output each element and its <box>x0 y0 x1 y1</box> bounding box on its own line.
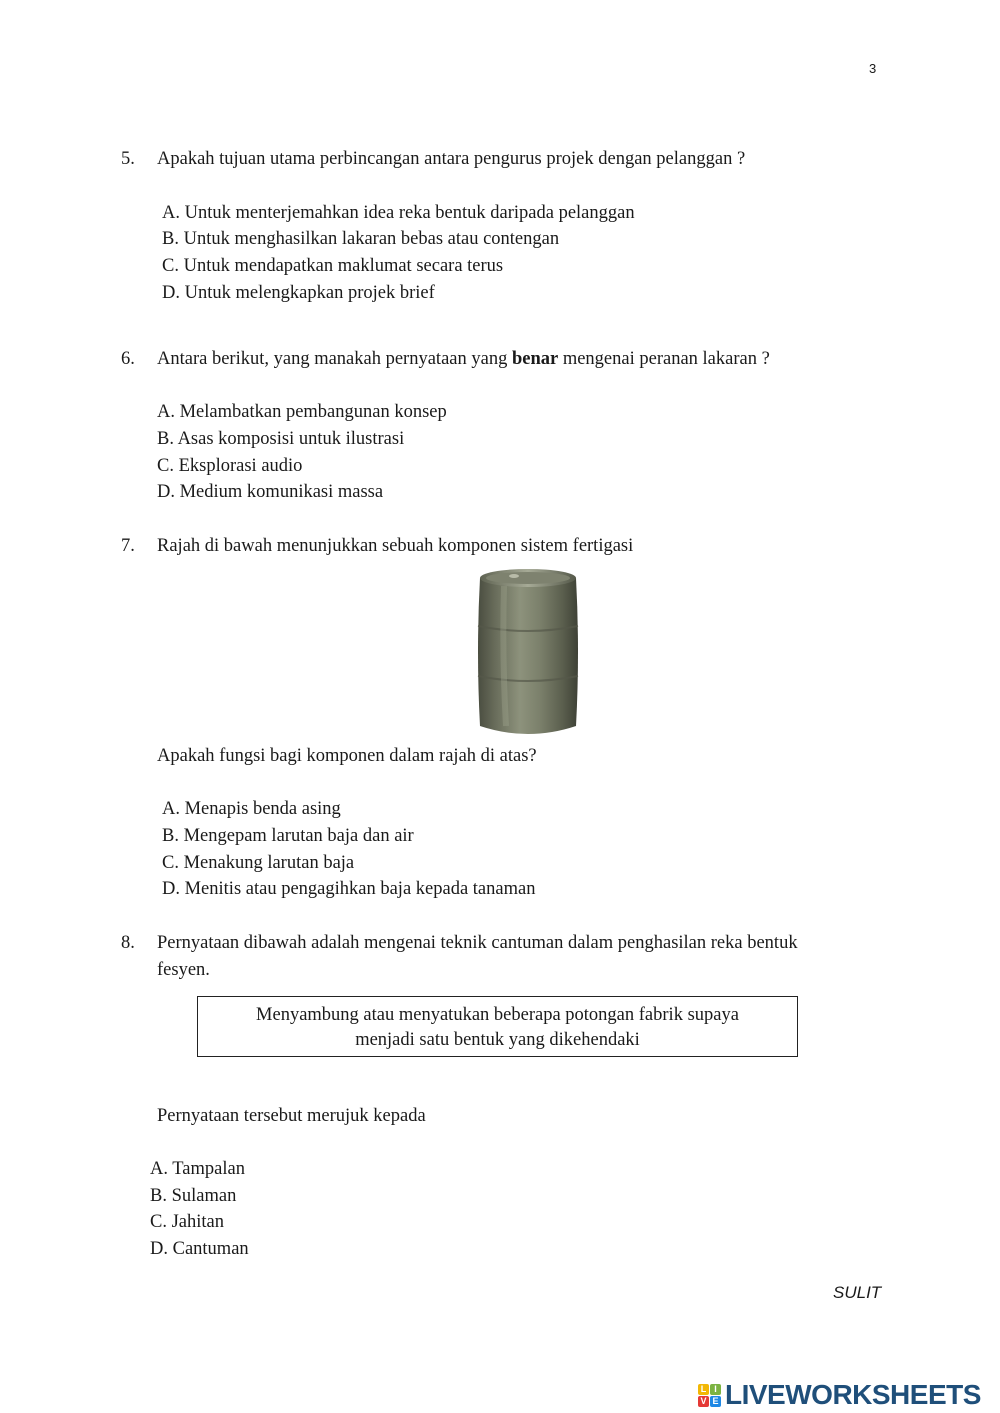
option-b[interactable]: B. Sulaman <box>150 1186 237 1206</box>
option-d[interactable]: D. Medium komunikasi massa <box>157 482 384 502</box>
question-text: Apakah tujuan utama perbincangan antara pengurus projek dengan pelanggan ? <box>157 149 746 169</box>
option-a[interactable]: A. Untuk menterjemahkan idea reka bentuk daripada pelanggan <box>162 203 635 223</box>
option-c[interactable]: C. Jahitan <box>150 1212 224 1232</box>
liveworksheets-logo[interactable] <box>698 1378 981 1412</box>
option-b[interactable]: B. Mengepam larutan baja dan air <box>162 826 414 846</box>
logo-letter: I <box>710 1384 721 1395</box>
question-text: Rajah di bawah menunjukkan sebuah komponen sistem fertigasi <box>157 536 634 556</box>
option-d[interactable]: D. Untuk melengkapkan projek brief <box>162 283 435 303</box>
statement-box <box>197 996 798 1057</box>
logo-text: LIVEWORKSHEETS <box>725 1379 981 1410</box>
question-number: 5. <box>121 149 135 169</box>
statement-line-2: menjadi satu bentuk yang dikehendaki <box>355 1030 640 1050</box>
statement-line-1: Menyambung atau menyatukan beberapa potongan fabrik supaya <box>256 1005 739 1025</box>
question-text-emphasis: benar <box>511 349 559 369</box>
question-text-line-1: Pernyataan dibawah adalah mengenai teknik cantuman dalam penghasilan reka bentuk <box>157 933 798 953</box>
option-d[interactable]: D. Menitis atau pengagihkan baja kepada tanaman <box>162 879 536 899</box>
option-b[interactable]: B. Asas komposisi untuk ilustrasi <box>157 429 405 449</box>
logo-letter: L <box>698 1384 709 1395</box>
question-text-line-2: fesyen. <box>157 960 210 980</box>
option-d[interactable]: D. Cantuman <box>150 1239 249 1259</box>
barrel-image <box>474 566 582 738</box>
option-c[interactable]: C. Untuk mendapatkan maklumat secara terus <box>162 256 504 276</box>
footer-sulit: SULIT <box>833 1283 882 1302</box>
option-c[interactable]: C. Menakung larutan baja <box>162 853 355 873</box>
option-a[interactable]: A. Melambatkan pembangunan konsep <box>157 402 447 422</box>
question-followup: Pernyataan tersebut merujuk kepada <box>157 1106 426 1126</box>
logo-icon <box>698 1384 721 1407</box>
option-a[interactable]: A. Tampalan <box>150 1159 245 1179</box>
question-text-start: Antara berikut, yang manakah pernyataan yang <box>157 349 512 369</box>
question-number: 7. <box>121 536 135 556</box>
question-text-end: mengenai peranan lakaran ? <box>558 349 770 369</box>
question-text <box>157 348 770 370</box>
option-a[interactable]: A. Menapis benda asing <box>162 799 341 819</box>
logo-letter: E <box>710 1396 721 1407</box>
logo-letter: V <box>698 1396 709 1407</box>
question-followup: Apakah fungsi bagi komponen dalam rajah di atas? <box>157 746 537 766</box>
option-c[interactable]: C. Eksplorasi audio <box>157 456 303 476</box>
page-number: 3 <box>869 61 877 76</box>
option-b[interactable]: B. Untuk menghasilkan lakaran bebas atau contengan <box>162 229 560 249</box>
question-number: 6. <box>121 349 135 369</box>
question-number: 8. <box>121 933 135 953</box>
